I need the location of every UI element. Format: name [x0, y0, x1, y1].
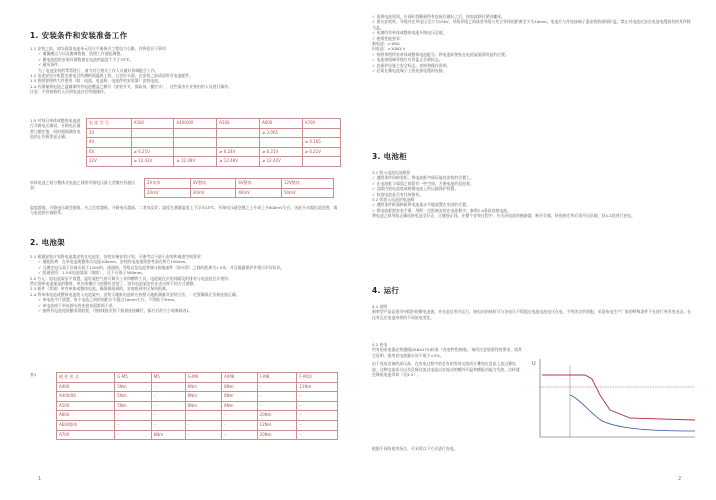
s4-line: 由于充电设备的高压高，在充电过程中的必有的等该交流成分叠加在直流上流过蓄电池，这种交流成分以及负载这流过电池以存流动的额外开温和额振动能为发热，这样就会降低电池寿命（见4.5）。 [372, 361, 520, 378]
torque-table-cell: – [297, 430, 338, 440]
section-2-title: 2. 电池架 [30, 238, 65, 247]
right-top-line: ✓ 检测所有单体或整体电池开路电压总值。 [372, 30, 447, 36]
difference-table-header: 6V整体 [236, 179, 282, 189]
torque-table-cell: A600 [57, 411, 115, 421]
torque-table-cell: A600整体 [57, 420, 115, 430]
torque-table-cell: – [185, 430, 221, 440]
voltage-table-cell: 4V [87, 138, 132, 148]
right-top-line: ✓ 电池接线端导线应有用盖正负极标志。 [372, 57, 443, 63]
torque-table-cell: – [257, 382, 297, 392]
torque-table-cell: A400/00 [57, 392, 115, 402]
voltage-table-cell [174, 128, 217, 138]
right-top-line: 旧电池：>100Ω·V [372, 46, 406, 52]
torque-table-cell: A400 [57, 382, 115, 392]
torque-table-cell: 6Nm [185, 392, 221, 402]
voltage-table-cell: ≥ 4.165 [302, 138, 340, 148]
note2-text: 单体电池之间与整体式电池之间的开路电压最大差额应若超出表： [30, 180, 136, 191]
torque-table-cell: – [185, 420, 221, 430]
right-top-line: ✓ 必需在蓄电池端子上的连接电缆的连接。 [372, 68, 447, 74]
right-top-line: ✓ 再将电池尾间，应同时拆解到所有连接后做好之后，按如此联好紧固螺丝。 [372, 14, 505, 19]
torque-table-cell: 8Nm [222, 392, 257, 402]
torque-table-cell: – [222, 420, 257, 430]
difference-table-cell: 20mV [145, 188, 191, 198]
s1-line: 1.3 按照要照供大件要用（如：电池、电池框、电池件的安装器）安装电池。 [30, 78, 162, 84]
difference-table [144, 178, 334, 198]
s3-line: ✓ 检查电池是否有任何损伤。 [372, 191, 424, 197]
side-note-text: 1.5 对每只单体或整体电池进行开路电压测试，开路电压值要与额定值，同时根据测有电池的正负极要是正确。 [30, 118, 81, 140]
voltage-table-cell: 12V [87, 157, 132, 167]
torque-table-cell: – [297, 401, 338, 411]
s3-line: 3.1 装入电池电池框柜 [372, 170, 411, 175]
torque-table-cell: 5Nm [115, 382, 151, 392]
s3-line: ✓ 遵照条件框器格框将电池架水平地放置在牢固的位置。 [372, 202, 470, 208]
voltage-table-header: A700 [302, 119, 340, 129]
s2-line: ✓ 墙距距离：在单电池或整体式电池100mm，安装的电池架需要考虑在两方150mm。 [38, 259, 190, 265]
voltage-table-cell [174, 138, 217, 148]
right-top-list [372, 14, 692, 73]
torque-table-cell: A500 [57, 401, 115, 411]
s3-line: ✓ 遵照条件同格安柜，将电池框中保证能良安装的位置上。 [372, 175, 474, 181]
voltage-table-cell: ≥ 2.065 [259, 128, 302, 138]
torque-table-header: F-M8 [257, 373, 297, 383]
s1-line: 1.4 若测量到电池之温确保所有电池覆盖已断开（安装开关，保险丝，模拉头），这些需由专业要由的人员进行操作。 [30, 83, 232, 89]
voltage-table-cell: 6V [87, 147, 132, 157]
right-top-line: ✓ 良保护设施主安全标志，表格和操作说明。 [372, 62, 451, 68]
torque-table-cell: 5Nm [115, 392, 151, 402]
graph-current-curve [570, 395, 695, 431]
torque-table-cell: 8Nm [222, 382, 257, 392]
s3-line: 将电池之间导线正确连接电池至好正，正继接正线，在整个安装过程中，应关闭电池的断路器，断开负载，转连接完毕后再开启负载，回4.2款进行充电。 [372, 213, 635, 219]
voltage-table-cell: ≥ 12.42V [259, 157, 302, 167]
torque-table-cell: – [222, 430, 257, 440]
section-3-title: 3. 电池柜 [372, 152, 407, 161]
difference-table-header: 12V整体 [281, 179, 333, 189]
torque-table-cell: – [257, 401, 297, 411]
s1-line: ✓ 谨慎搬运力以及搬离数值，依照工作速起调整。 [38, 51, 125, 57]
section-1 [30, 30, 340, 95]
torque-table-header: 模 柱 形 式 [57, 373, 115, 383]
torque-table-cell: – [115, 411, 151, 421]
voltage-table-cell: 2V [87, 128, 132, 138]
s4-line: 4.1 说明 [372, 304, 388, 309]
torque-table-cell: 6Nm [185, 401, 221, 411]
s2-line: ✓ 单电池平行放置，每个电池之间的间距应不超过10mm左右，不得低于5mm。 [38, 297, 178, 303]
voltage-table [86, 118, 341, 167]
s1-line: ✓ 通风条件。 [38, 62, 62, 68]
s1-line: 1.2 电池安设计机暂安迷电目所测格面温热工装，日克好头面，在安装之前请清所有电池配件。 [30, 73, 194, 79]
graph-y-label: U [532, 361, 536, 367]
voltage-table-cell: ≥ 6.21V [131, 147, 174, 157]
torque-table-cell: – [115, 420, 151, 430]
s2-line: 2.1 根据安装计划将电池架安装在电池室，安装设备安装计划，可参考以下最小安装和通道空间要求： [30, 254, 205, 259]
voltage-table-cell [302, 157, 340, 167]
voltage-table-cell [259, 138, 302, 148]
torque-table-cell: – [151, 382, 185, 392]
torque-table-cell: 8Nm [222, 401, 257, 411]
torque-table-cell: – [297, 411, 338, 421]
right-top-line: ✓ 按照草图所有单体或整体电池配号；将电池标签贴在电池架面看明显的位置。 [372, 51, 509, 57]
torque-table-cell: – [151, 411, 185, 421]
voltage-table-cell [131, 138, 174, 148]
torque-table-cell: – [297, 392, 338, 402]
s3-line: ✓ 去除内装电池底或格整电池上的运输保护装置。 [372, 186, 459, 192]
section-4-2 [372, 342, 522, 377]
voltage-table-header: A600 [259, 119, 302, 129]
torque-table-header: F-M10 [297, 373, 338, 383]
voltage-table-cell [217, 138, 260, 148]
right-top-line: ✓ 绝缘性能要求： [372, 35, 404, 41]
s2-line: 然后便单电池架是的整时。单位的模应与的整好安装了，再有电池架安作在由这样不同方式调整。 [30, 281, 198, 287]
torque-table-header: G-M6 [185, 373, 221, 383]
s1-side-note [30, 118, 84, 140]
voltage-table-cell [302, 128, 340, 138]
charge-curve-graph [530, 355, 698, 447]
torque-table-cell: 11Nm [297, 382, 338, 392]
s2-line: 2.3 框件（其调）所有单体或整体电池，确保框面到的，安放框到中区保持距离。 [30, 286, 170, 292]
torque-table-cell: 5Nm [115, 401, 151, 411]
s4-line: 4.2 充电 [372, 342, 388, 347]
difference-table-header: 4V整体 [190, 179, 236, 189]
voltage-table-cell [217, 128, 260, 138]
right-page [358, 0, 716, 500]
right-top-line: ✓ 建议安装时，导线并在导电压至少为15kV，导线导线之间或者导线与其它导体的距离至少为10mm，电池应与作连接端子蛋安装防接保护盖，禁止对电池近安在电池电缆放有的其件移为盖。 [372, 19, 691, 30]
torque-table-cell: 6Nm [151, 430, 185, 440]
graph-voltage-curve [542, 375, 695, 420]
section-2 [30, 237, 340, 313]
s2-line: ✓ 当测定电压高于设备压低于120V时，通通视，导线以及电池等端与接地部件（如水管）之间的距离为1.5米，并且能做保护并措示牢好标识。 [38, 264, 285, 270]
s2-line: 2.4 将单体电池或整体电池装入电池架中，安装天地框电池时应按照天地框测量其安装方法。一定要确保正负极连接正确。 [30, 291, 240, 297]
s4-line: 根据不同的使用场合，可采用以下方式进行充电。 [372, 446, 458, 451]
torque-table-cell: – [151, 392, 185, 402]
torque-table [56, 372, 338, 440]
torque-table-cell: – [115, 430, 151, 440]
s2-line: ✓ 组通留所：1.5米电池架前（排除），过不应低于500mm。 [38, 270, 146, 276]
torque-table-header: G-M5 [115, 373, 151, 383]
page-number-left: 1 [38, 476, 42, 482]
torque-table-cell: – [185, 411, 221, 421]
s4-line: 所有的充电器必须遵循(DIN4175)标准（充电特性曲线)，请经注意规准性的要求，请其它说明，使用充电器量应该不低于±3%。 [372, 347, 522, 358]
torque-table-cell: 6Nm [185, 382, 221, 392]
s1-note3 [30, 205, 340, 216]
s4-line: 新率型产品是现市中精铅铅酸电池值，并在此后用内运行，接电站的按时可与各电压不得超过电池电池电压在电，不所固定的装配，采是按电生产厂家的特殊条件不在进行更改变况态。在这有运定电池寿命的不同放电变化。 [372, 309, 692, 320]
torque-table-cell: – [297, 420, 338, 430]
torque-table-cell: 12Nm [257, 420, 297, 430]
voltage-table-header: A400/00 [174, 119, 217, 129]
voltage-table-cell: ≥ 12.48V [174, 157, 217, 167]
s2-line: ✓ 接两有电池尾接触非常般程，用接线接点拆干据到连接螺钉，拔应后的大小请参阅表1。 [38, 308, 193, 314]
section-3 [372, 151, 692, 219]
right-top-line: 新电池：>1MΩ [372, 41, 400, 47]
s1-note2 [30, 180, 140, 191]
difference-table-header: 2V单体 [145, 179, 191, 189]
s2-line: 2.2 方元：阻电池架水平放置，温好架控气的可调节工具和槽将工具，电池架在层的同隔及的排有与电池直径计相符； [30, 275, 232, 281]
torque-table-header: A/M8 [222, 373, 257, 383]
torque-table-cell: – [151, 401, 185, 411]
s1-line: 为了电池安装的帮帮进行，请为其它相关工作人员做好协调配合工作。 [38, 67, 159, 73]
difference-table-cell: 40mV [236, 188, 282, 198]
table-label-text: 表1 [30, 372, 37, 377]
voltage-table-cell: ≥ 12.48V [217, 157, 260, 167]
s1-line: 1.1 安装之前，请先阅读电池单元设计手册指引工程电力引路，并将意识下事项： [30, 46, 170, 51]
voltage-table-cell [174, 147, 217, 157]
torque-table-cell: 20Nm [257, 430, 297, 440]
page-number-right: 2 [678, 476, 682, 482]
difference-table-cell: 30mV [190, 188, 236, 198]
s2-line: ✓ 单电池或于单连接头的连接表面都须干净。 [38, 302, 117, 308]
voltage-table-header: 电 池 型 号 [87, 119, 132, 129]
s3-line: ✓ 将电池框照安装手册，用附一定距离安装在电池框中，参照2.4条款连接电池。 [372, 207, 512, 213]
voltage-table-cell: ≥ 12.42V [131, 157, 174, 167]
torque-table-cell: – [151, 420, 185, 430]
voltage-table-cell [131, 128, 174, 138]
voltage-table-cell: ≥ 6.21V [259, 147, 302, 157]
torque-table-cell: – [257, 392, 297, 402]
section-1-title: 1. 安装条件和安装准备工作 [30, 31, 128, 40]
s1-line: 注意：不容按框的人员到电池台打所做操作。 [30, 89, 108, 95]
s3-line: ✓ 在电池框与墙面之间留有一些空间，方便电池的巡检查。 [372, 180, 474, 186]
torque-table-cell: A700 [57, 430, 115, 440]
section-4 [372, 285, 692, 320]
s1-line: ✓ 蓄电池组的安装环境数值在电池的温度不大于35℃。 [38, 56, 134, 62]
s3-line: 3.2 拆装入电池的电池框 [372, 197, 415, 203]
note3-text: 温度越低，开路电压就会越低，应之后度越低，开路电压越高，二者成反比；温度在测量温度上下浮动15℃，开路电压就会随之上升或上升800mV左右。因此开动超出此范围，请与电池供应商联系。 [30, 205, 338, 216]
table-label [30, 372, 36, 377]
voltage-table-header: A500 [217, 119, 260, 129]
difference-table-cell: 50mV [281, 188, 333, 198]
voltage-table-header: A500 [131, 119, 174, 129]
voltage-table-cell: ≥ 6.21V [302, 147, 340, 157]
torque-table-cell: 20Nm [257, 411, 297, 421]
torque-table-header: M5 [151, 373, 185, 383]
section-4-title: 4. 运行 [372, 286, 400, 295]
voltage-table-cell: ≥ 6.24V [217, 147, 260, 157]
torque-table-cell: – [222, 411, 257, 421]
